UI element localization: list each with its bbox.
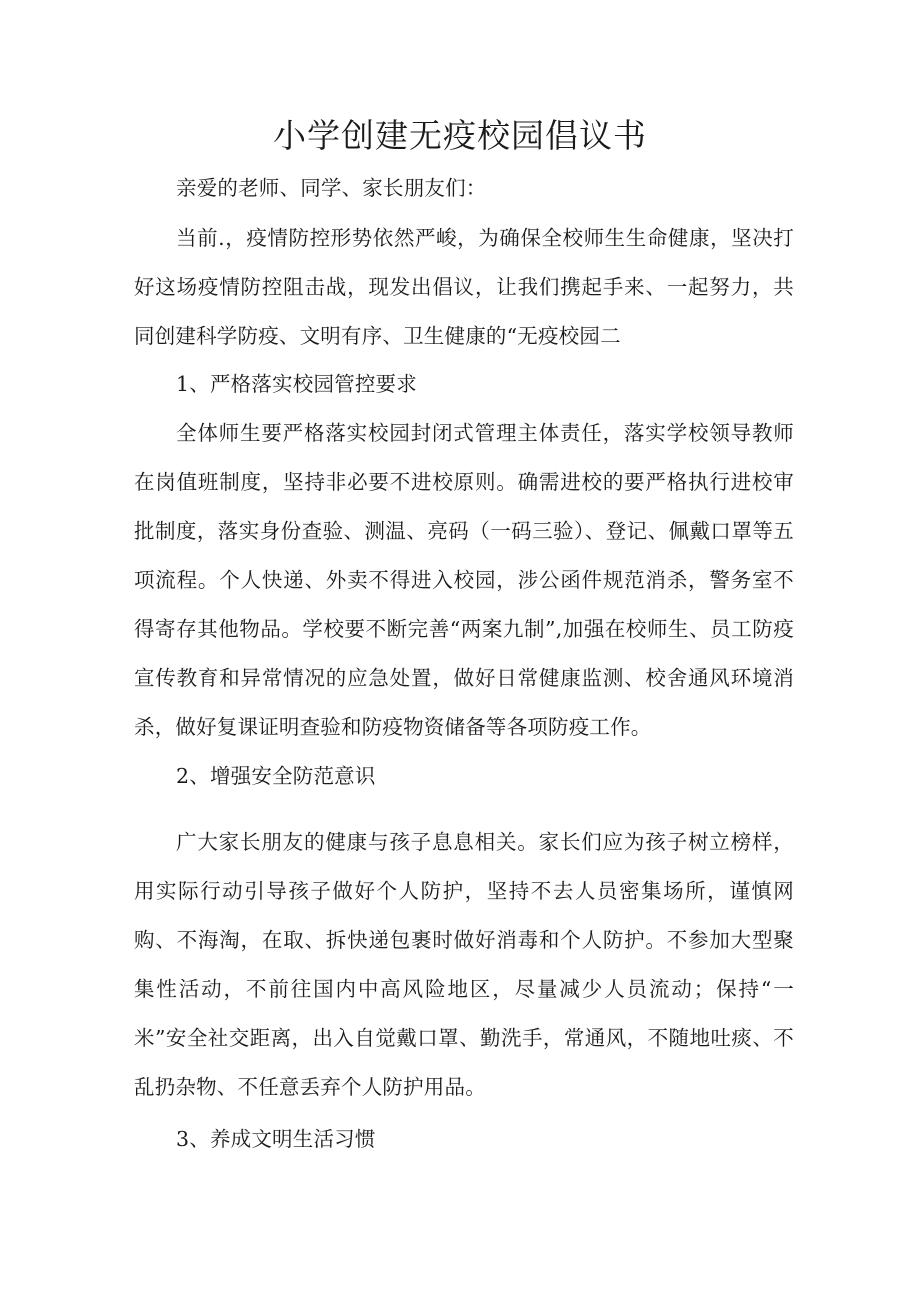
document-title: 小学创建无疫校园倡议书	[273, 116, 647, 155]
greeting: 亲爱的老师、同学、家长朋友们：	[176, 176, 487, 200]
section-body-2: 广大家长朋友的健康与孩子息息相关。家长们应为孩子树立榜样，用实际行动引导孩子做好个人防护，坚持不去人员密集场所，谨慎网购、不海淘，在取、拆快递包裹时做好消毒和个人防护。不参加大型聚集性活动，不前往国内中高风险地区，尽量减少人员流动；保持“一米”安全社交距离，出入自觉戴口罩、勤洗手，常通风，不随地吐痰、不乱扔杂物、不任意丢弃个人防护用品。	[134, 830, 794, 1099]
section-body-1: 全体师生要严格落实校园封闭式管理主体责任，落实学校领导教师在岗值班制度，坚持非必要不进校原则。确需进校的要严格执行进校审批制度，落实身份查验、测温、亮码（一码三验）、登记、佩戴口罩等五项流程。个人快递、外卖不得进入校园，涉公函件规范消杀，警务室不得寄存其他物品。学校要不断完善“两案九制”,加强在校师生、员工防疫宣传教育和异常情况的应急处置，做好日常健康监测、校舍通风环境消杀，做好复课证明查验和防疫物资储备等各项防疫工作。	[134, 421, 794, 739]
section-heading-2: 2、增强安全防范意识	[176, 764, 376, 788]
section-heading-1: 1、严格落实校园管控要求	[176, 372, 417, 396]
section-heading-3: 3、养成文明生活习惯	[176, 1127, 376, 1151]
intro-paragraph: 当前.，疫情防控形势依然严峻，为确保全校师生生命健康，坚决打好这场疫情防控阻击战，现发出倡议，让我们携起手来、一起努力，共同创建科学防疫、文明有序、卫生健康的“无疫校园二	[134, 226, 794, 348]
